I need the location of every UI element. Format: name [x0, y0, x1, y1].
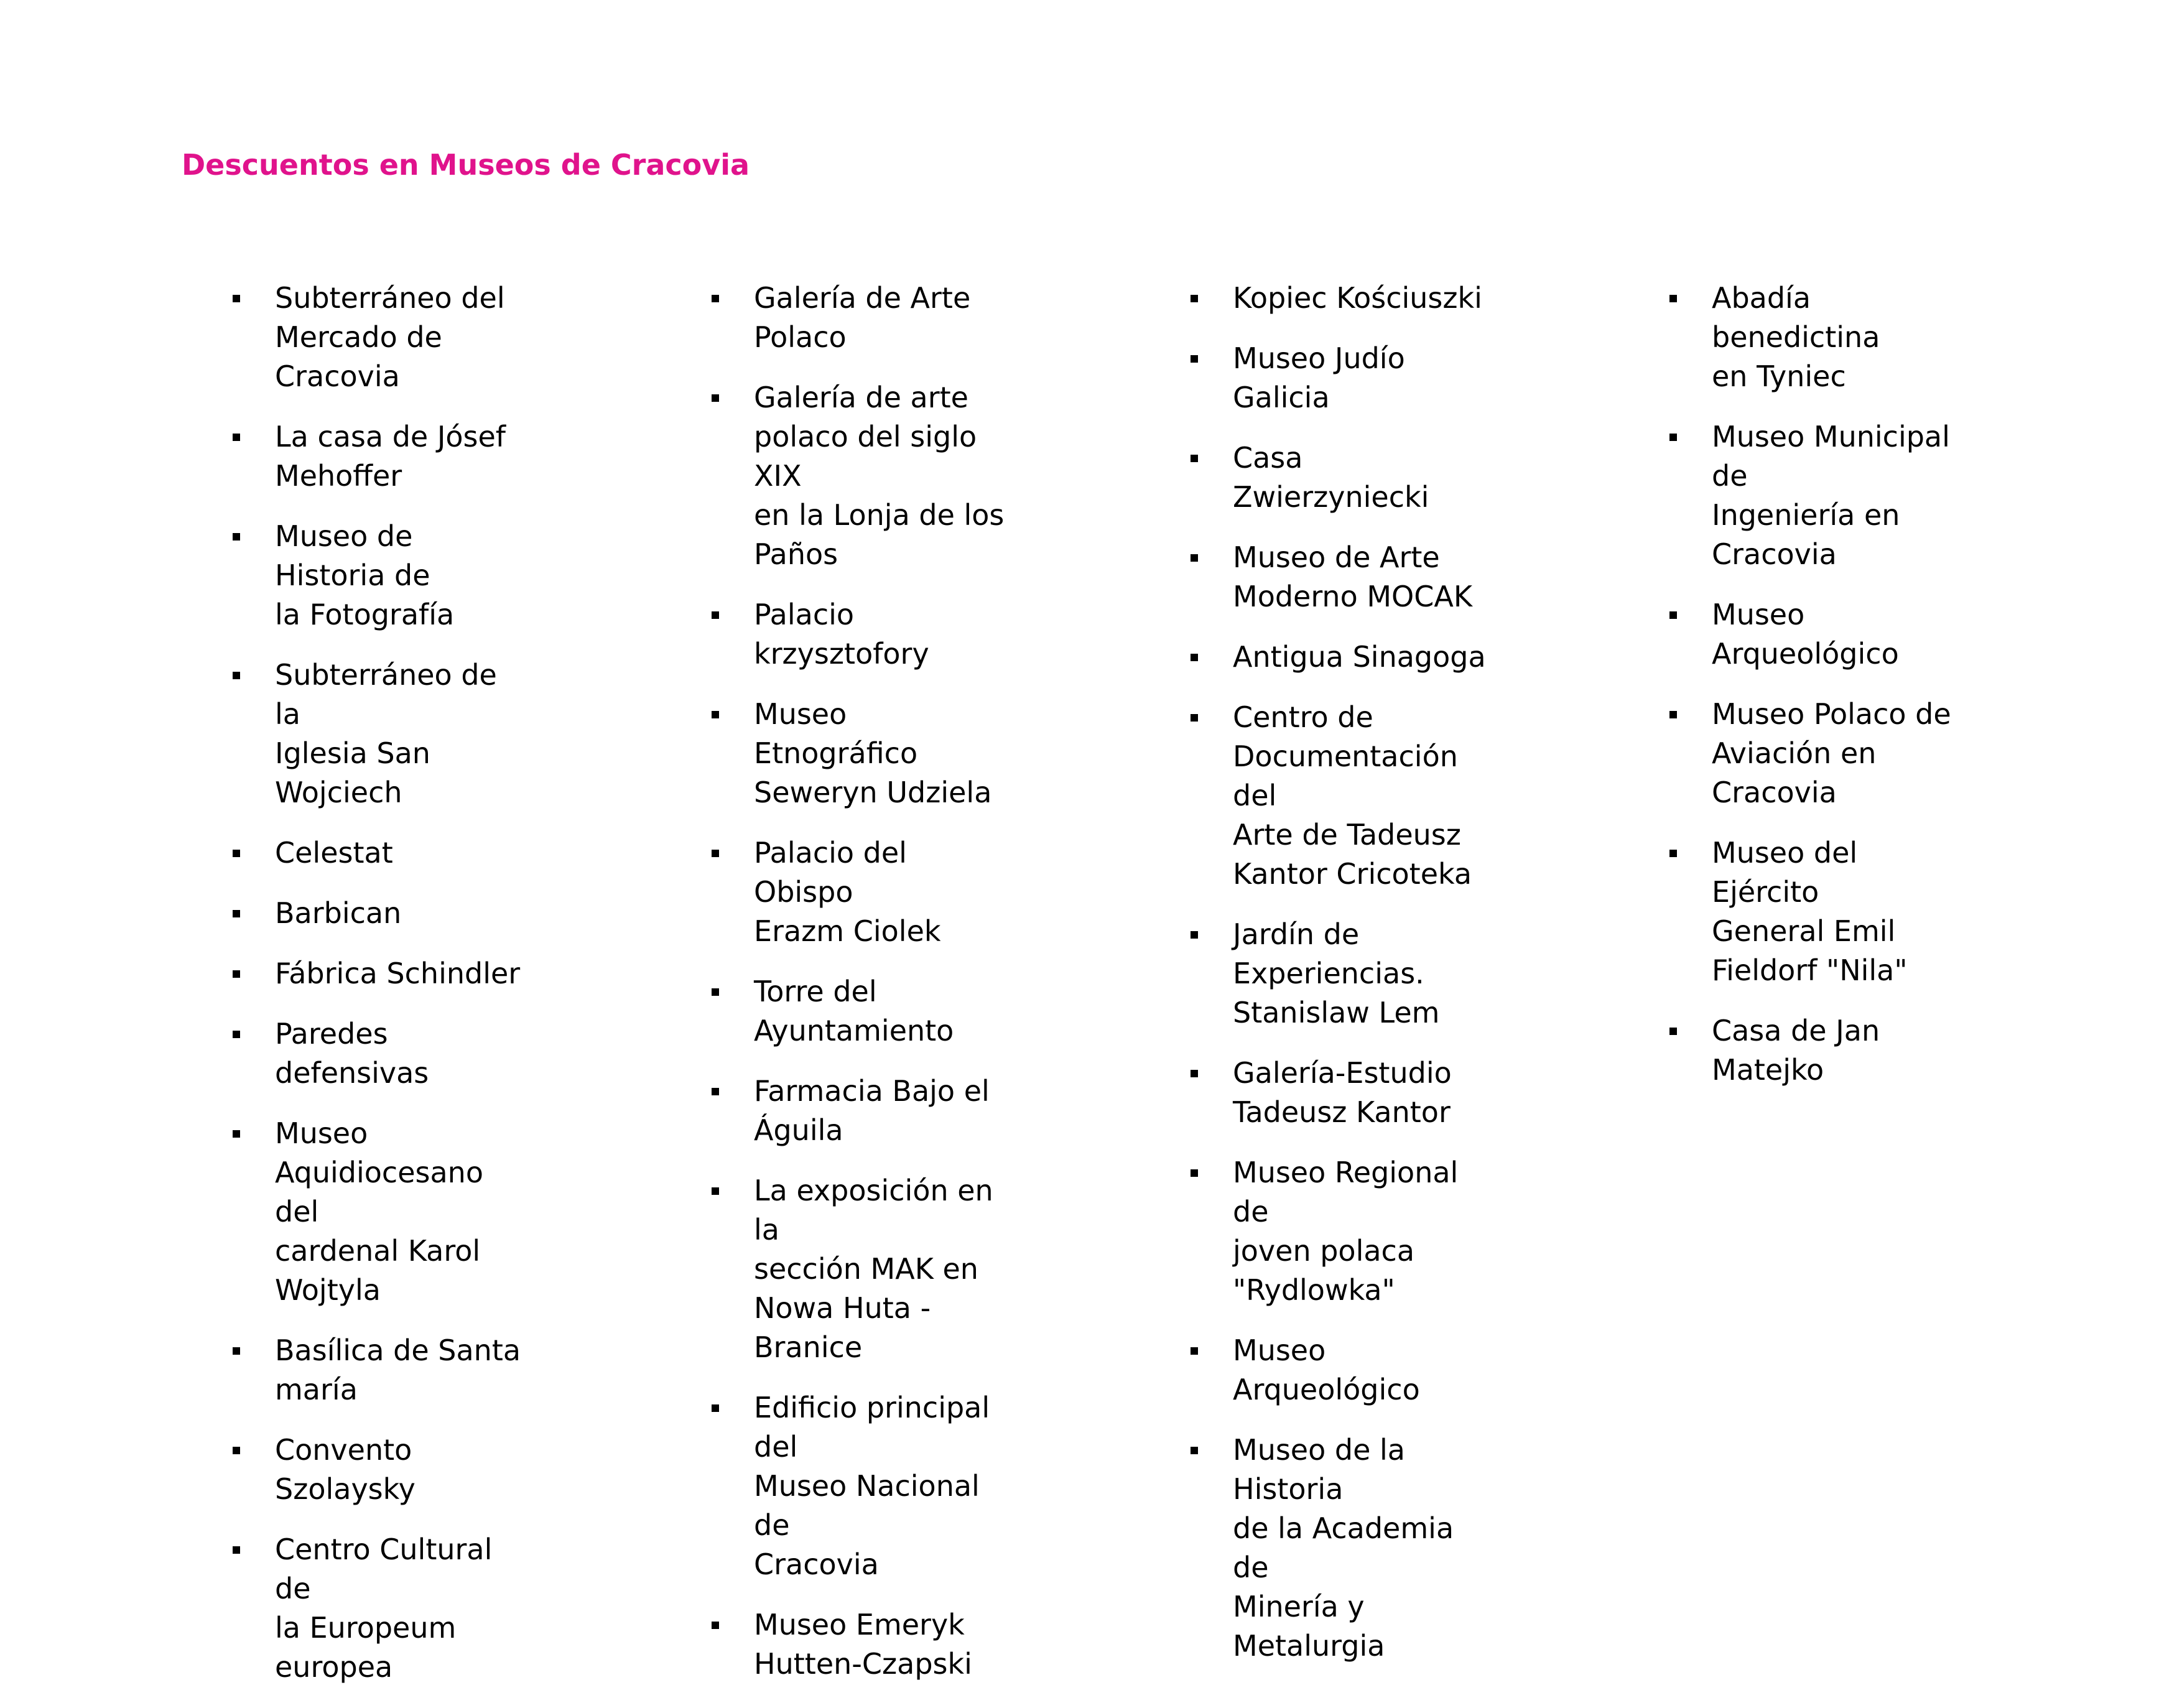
museum-name: Convento Szolaysky: [275, 1433, 416, 1506]
square-bullet-icon: [1191, 554, 1198, 562]
square-bullet-icon: [712, 988, 719, 996]
museum-name: Centro Cultural de la Europeum europea: [275, 1533, 493, 1684]
square-bullet-icon: [1669, 611, 1677, 619]
museum-name: Museo Etnográfico Seweryn Udziela: [754, 697, 992, 809]
museum-list-column-4: [1618, 279, 1967, 1111]
list-item: [661, 972, 1009, 1051]
list-item: [1140, 279, 1488, 318]
museum-name: Palacio krzysztofory: [754, 598, 929, 671]
list-item: [182, 517, 530, 634]
list-item: [661, 595, 1009, 674]
square-bullet-icon: [712, 1187, 719, 1195]
museum-name: Jardín de Experiencias. Stanislaw Lem: [1233, 917, 1440, 1029]
square-bullet-icon: [1191, 1447, 1198, 1454]
list-item: [661, 1072, 1009, 1150]
square-bullet-icon: [712, 1622, 719, 1629]
museum-name: Museo Emeryk Hutten-Czapski: [754, 1608, 972, 1681]
list-item: [661, 833, 1009, 951]
square-bullet-icon: [712, 850, 719, 857]
museum-list-column-1: [182, 279, 530, 1708]
list-item: [1140, 1331, 1488, 1409]
list-item: [1140, 538, 1488, 616]
square-bullet-icon: [712, 394, 719, 402]
square-bullet-icon: [712, 1088, 719, 1095]
square-bullet-icon: [1191, 295, 1198, 302]
museum-name: Galería de arte polaco del siglo XIX en la Lonja de los Paños: [754, 381, 1005, 571]
page-title: Descuentos en Museos de Cracovia: [182, 148, 750, 182]
list-item: [1140, 339, 1488, 417]
museum-name: Museo Arqueológico: [1233, 1334, 1420, 1406]
list-item: [1618, 1011, 1967, 1090]
museum-name: Galería-Estudio Tadeusz Kantor: [1233, 1056, 1452, 1129]
square-bullet-icon: [1191, 714, 1198, 722]
museum-name: Antigua Sinagoga: [1233, 640, 1486, 674]
museum-name: Museo de Historia de la Fotografía: [275, 519, 455, 631]
museum-name: Museo Municipal de Ingeniería en Cracovia: [1712, 420, 1950, 571]
museum-name: Farmacia Bajo el Águila: [754, 1074, 990, 1147]
list-item: [182, 833, 530, 873]
list-item: [661, 279, 1009, 357]
square-bullet-icon: [233, 850, 240, 857]
square-bullet-icon: [233, 672, 240, 679]
museum-name: Subterráneo del Mercado de Cracovia: [275, 281, 505, 393]
square-bullet-icon: [1191, 1347, 1198, 1355]
list-item: [1618, 833, 1967, 990]
museum-name: Palacio del Obispo Erazm Ciolek: [754, 836, 941, 948]
museum-name: Casa Zwierzyniecki: [1233, 441, 1429, 514]
square-bullet-icon: [712, 1404, 719, 1412]
square-bullet-icon: [233, 1347, 240, 1355]
list-item: [1140, 915, 1488, 1033]
list-item: [1618, 695, 1967, 812]
square-bullet-icon: [233, 1447, 240, 1454]
list-item: [182, 279, 530, 396]
square-bullet-icon: [233, 434, 240, 441]
list-item: [1140, 1153, 1488, 1310]
list-item: [182, 1431, 530, 1509]
list-item: [182, 1530, 530, 1687]
square-bullet-icon: [1191, 931, 1198, 939]
square-bullet-icon: [712, 295, 719, 302]
museum-name: Edificio principal del Museo Nacional de Cracovia: [754, 1391, 990, 1581]
list-item: [661, 1388, 1009, 1584]
square-bullet-icon: [233, 910, 240, 917]
list-item: [1140, 439, 1488, 517]
square-bullet-icon: [1191, 1169, 1198, 1177]
square-bullet-icon: [712, 711, 719, 718]
museum-name: Centro de Documentación del Arte de Tadeusz Kantor Cricoteka: [1233, 700, 1472, 891]
museum-name: Subterráneo de la Iglesia San Wojciech: [275, 658, 497, 809]
list-item: [1140, 1054, 1488, 1132]
list-item: [1618, 595, 1967, 674]
list-item: [182, 894, 530, 933]
square-bullet-icon: [1669, 295, 1677, 302]
museum-name: Abadía benedictina en Tyniec: [1712, 281, 1880, 393]
list-item: [182, 1331, 530, 1409]
list-item: [1140, 1431, 1488, 1666]
list-item: [1140, 698, 1488, 894]
museum-name: Casa de Jan Matejko: [1712, 1014, 1880, 1087]
square-bullet-icon: [233, 295, 240, 302]
museum-name: Galería de Arte Polaco: [754, 281, 971, 354]
square-bullet-icon: [1669, 850, 1677, 857]
list-item: [661, 1605, 1009, 1684]
square-bullet-icon: [1191, 1070, 1198, 1077]
museum-name: Fábrica Schindler: [275, 957, 521, 990]
list-item: [1618, 279, 1967, 396]
list-item: [661, 1171, 1009, 1367]
museum-name: Museo Arqueológico: [1712, 598, 1899, 671]
museum-name: Museo Polaco de Aviación en Cracovia: [1712, 697, 1951, 809]
museum-name: La casa de Jósef Mehoffer: [275, 420, 506, 493]
square-bullet-icon: [1669, 1028, 1677, 1035]
museum-name: Museo Regional de joven polaca "Rydlowka": [1233, 1156, 1459, 1307]
list-item: [182, 1114, 530, 1310]
list-item: [661, 378, 1009, 574]
list-item: [1140, 638, 1488, 677]
list-item: [182, 954, 530, 993]
museum-name: Torre del Ayuntamiento: [754, 975, 954, 1047]
square-bullet-icon: [233, 1546, 240, 1554]
museum-name: Museo de la Historia de la Academia de Minería y Metalurgia: [1233, 1433, 1454, 1663]
square-bullet-icon: [1669, 711, 1677, 718]
museum-list-column-2: [661, 279, 1009, 1705]
square-bullet-icon: [233, 533, 240, 541]
museum-name: La exposición en la sección MAK en Nowa Huta - Branice: [754, 1174, 993, 1364]
museum-name: Basílica de Santa maría: [275, 1334, 521, 1406]
list-item: [182, 417, 530, 496]
list-item: [661, 695, 1009, 812]
museum-name: Paredes defensivas: [275, 1017, 429, 1090]
list-item: [182, 1014, 530, 1093]
museum-name: Kopiec Kościuszki: [1233, 281, 1482, 315]
museum-name: Barbican: [275, 896, 402, 930]
square-bullet-icon: [1191, 654, 1198, 661]
museum-name: Museo Aquidiocesano del cardenal Karol Wojtyla: [275, 1116, 483, 1307]
museum-name: Museo del Ejército General Emil Fieldorf "Nila": [1712, 836, 1908, 987]
square-bullet-icon: [712, 611, 719, 619]
square-bullet-icon: [1669, 434, 1677, 441]
list-item: [182, 656, 530, 812]
square-bullet-icon: [1191, 355, 1198, 363]
square-bullet-icon: [233, 970, 240, 978]
museum-name: Museo de Arte Moderno MOCAK: [1233, 541, 1473, 613]
square-bullet-icon: [1191, 455, 1198, 462]
museum-name: Celestat: [275, 836, 393, 870]
museum-name: Museo Judío Galicia: [1233, 341, 1405, 414]
museum-list-column-3: [1140, 279, 1488, 1687]
list-item: [1618, 417, 1967, 574]
square-bullet-icon: [233, 1130, 240, 1138]
square-bullet-icon: [233, 1031, 240, 1038]
